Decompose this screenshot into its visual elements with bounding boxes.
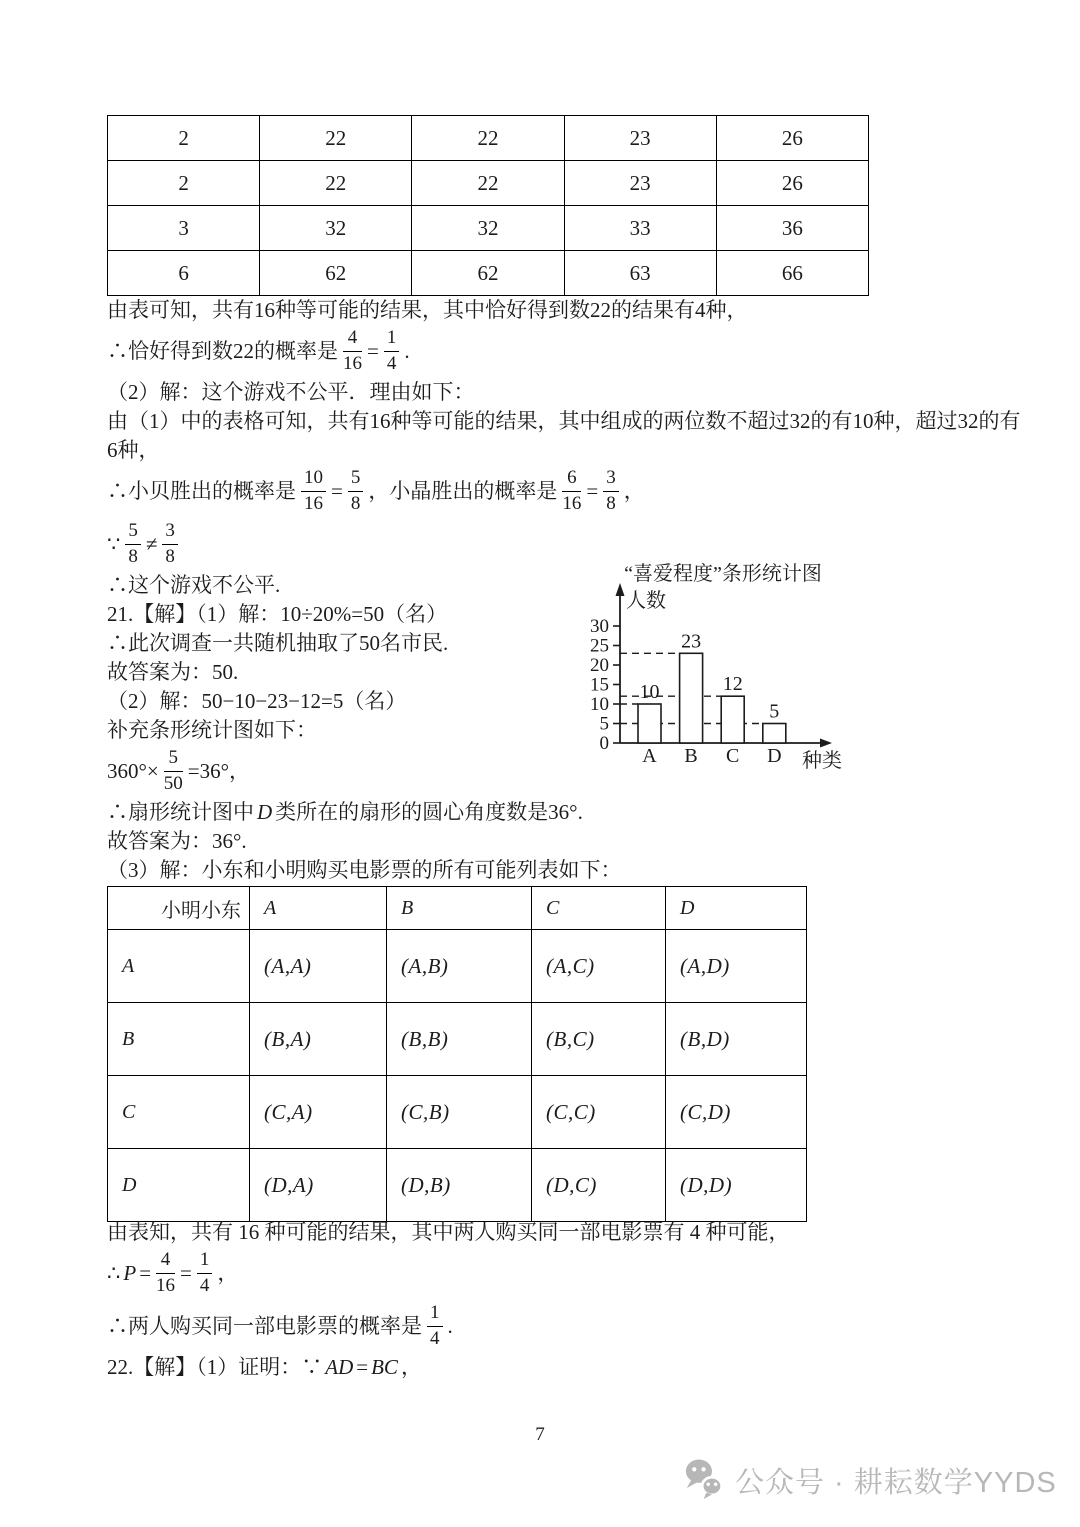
table-cell: (C,D)	[666, 1076, 807, 1149]
table-cell: 23	[564, 161, 716, 206]
solution-line	[107, 1218, 997, 1247]
table-cell: 33	[564, 206, 716, 251]
table-cell: 36	[716, 206, 868, 251]
table-cell: 63	[564, 251, 716, 296]
numerator: 10	[301, 468, 326, 492]
table-row	[108, 161, 869, 206]
denominator: 50	[163, 772, 183, 794]
bar-D	[763, 724, 786, 744]
text-segment: 由表知，共有 16 种可能的结果，其中两人购买同一部电影票有 4 种可能，	[107, 1220, 790, 1244]
table-cell: 62	[412, 251, 564, 296]
bar-chart	[560, 556, 890, 794]
table-cell: 32	[412, 206, 564, 251]
numerator: 5	[164, 748, 183, 772]
table-header-row	[108, 887, 807, 930]
footer-label: 公众号 · 耕耘数学YYDS	[735, 1467, 1057, 1499]
bar-A	[638, 704, 661, 743]
solution-line	[107, 436, 997, 465]
text-segment: ∴	[107, 1261, 121, 1285]
row-header: A	[108, 930, 250, 1003]
fraction	[343, 328, 362, 374]
bar-value-label: 10	[639, 681, 660, 703]
denominator: 8	[606, 492, 616, 514]
table-cell: (B,D)	[666, 1003, 807, 1076]
table-cell: (A,A)	[250, 930, 387, 1003]
fraction	[562, 468, 581, 514]
table-cell: (B,A)	[250, 1003, 387, 1076]
numerator: 3	[162, 521, 178, 545]
fraction	[348, 468, 364, 514]
table-cell: (B,B)	[387, 1003, 532, 1076]
table-cell: (D,B)	[387, 1149, 532, 1222]
y-tick-label: 10	[590, 694, 609, 715]
denominator: 4	[386, 352, 397, 374]
denominator: 8	[165, 545, 175, 567]
table-cell: 26	[716, 161, 868, 206]
table-cell: 2	[108, 116, 260, 161]
y-tick-label: 20	[590, 655, 609, 676]
text-segment: ∴两人购买同一部电影票的概率是	[107, 1314, 422, 1338]
row-header: C	[108, 1076, 250, 1149]
text-segment: ∵	[107, 532, 121, 556]
text-segment: ∴小贝胜出的概率是	[107, 479, 296, 503]
table-row	[108, 116, 869, 161]
table-row	[108, 1149, 807, 1222]
bar-value-label: 5	[769, 700, 780, 723]
numerator: 1	[384, 328, 400, 352]
table-cell: 22	[260, 161, 412, 206]
solution-line	[107, 465, 997, 518]
solution-line	[107, 1247, 997, 1300]
text-segment: .	[447, 1314, 453, 1338]
denominator: 16	[343, 352, 362, 374]
table-cell: 62	[260, 251, 412, 296]
y-tick-label: 5	[599, 713, 609, 735]
text-segment: =	[331, 479, 343, 503]
y-tick-label: 25	[590, 635, 609, 657]
category-label: A	[642, 745, 657, 767]
table-row	[108, 1003, 807, 1076]
row-header: B	[108, 1003, 250, 1076]
category-label: D	[767, 745, 782, 767]
footer-watermark	[684, 1458, 1057, 1503]
table-cell: 22	[260, 116, 412, 161]
bar-C	[721, 696, 744, 743]
text-segment: 22.【解】（1）证明：∵	[107, 1355, 323, 1379]
text-segment: 360°×	[107, 759, 159, 783]
table-cell: (D,D)	[666, 1149, 807, 1222]
text-segment: 补充条形统计图如下：	[107, 718, 317, 742]
table-cell: 6	[108, 251, 260, 296]
fraction	[162, 521, 178, 567]
wechat-icon	[684, 1458, 725, 1503]
text-segment: ≠	[145, 532, 158, 556]
table-cell: (A,B)	[387, 930, 532, 1003]
solution-line	[107, 296, 997, 325]
text-segment: （2）解：这个游戏不公平．理由如下：	[107, 380, 475, 404]
text-segment: ，小晶胜出的概率是	[368, 479, 558, 503]
numerator: 6	[562, 468, 581, 492]
denominator: 4	[199, 1274, 210, 1296]
table-cell: (B,C)	[532, 1003, 666, 1076]
table-cell: (C,B)	[387, 1076, 532, 1149]
fraction	[301, 468, 326, 514]
page-number: 7	[535, 1424, 545, 1445]
fraction	[197, 1250, 213, 1296]
math-segment: BC	[371, 1355, 398, 1379]
column-header: C	[532, 887, 666, 930]
fraction	[125, 521, 141, 567]
table-cell: 22	[412, 116, 564, 161]
text-segment: ，	[623, 479, 645, 503]
text-segment: =36°，	[187, 759, 250, 783]
table-cell: 3	[108, 206, 260, 251]
y-tick-label: 0	[599, 733, 609, 754]
numerator: 3	[603, 468, 619, 492]
text-segment: ∴这个游戏不公平.	[107, 573, 281, 597]
text-segment: ，	[217, 1261, 239, 1285]
text-segment: 6种，	[107, 438, 160, 462]
fraction	[156, 1250, 175, 1296]
text-segment: 故答案为：50.	[107, 660, 239, 684]
table-cell: 32	[260, 206, 412, 251]
solution-line	[107, 325, 997, 378]
text-segment: ∴恰好得到数22的概率是	[107, 339, 338, 363]
column-header: D	[666, 887, 807, 930]
fraction	[603, 468, 619, 514]
denominator: 16	[562, 492, 582, 514]
table-cell: (D,C)	[532, 1149, 666, 1222]
text-segment: 由（1）中的表格可知，共有16种等可能的结果，其中组成的两位数不超过32的有10种，超过32的有	[107, 409, 1021, 433]
table-row	[108, 930, 807, 1003]
text-segment: （2）解：50−10−23−12=5（名）	[107, 689, 407, 713]
fraction	[427, 1303, 443, 1349]
y-tick-label: 15	[590, 674, 609, 696]
text-segment: =	[356, 1355, 369, 1379]
numerator: 5	[125, 521, 141, 545]
solution-line	[107, 1300, 997, 1353]
text-segment: 21.【解】（1）解：10÷20%=50（名）	[107, 602, 448, 626]
corner-header: 小明小东	[108, 887, 250, 930]
numerator: 4	[343, 328, 362, 352]
table-cell: 26	[716, 116, 868, 161]
solution-line	[107, 378, 997, 407]
bar-value-label: 12	[722, 673, 743, 696]
solution-line	[107, 827, 997, 856]
solution-text-block-bottom	[107, 1218, 997, 1382]
denominator: 16	[156, 1274, 176, 1296]
numerator: 4	[156, 1250, 175, 1274]
denominator: 4	[430, 1327, 440, 1349]
text-segment: ，	[400, 1355, 422, 1379]
table-cell: (A,C)	[532, 930, 666, 1003]
text-segment: 故答案为：36°.	[107, 829, 247, 853]
solution-line	[107, 1353, 997, 1382]
fraction	[384, 328, 400, 374]
math-segment: D	[257, 800, 273, 824]
y-tick-label: 30	[590, 616, 609, 637]
text-segment: 类所在的扇形的圆心角度数是36°.	[275, 800, 583, 824]
text-segment: ∴扇形统计图中	[107, 800, 254, 824]
fraction	[164, 748, 183, 794]
x-axis-label: 种类	[802, 750, 842, 772]
denominator: 8	[350, 492, 361, 514]
solution-line	[107, 407, 1021, 436]
math-segment: AD	[325, 1355, 354, 1379]
table-cell: 2	[108, 161, 260, 206]
outcome-table	[107, 886, 807, 1222]
numerator: 1	[427, 1303, 443, 1327]
math-segment: P	[123, 1261, 137, 1285]
table-cell: (D,A)	[250, 1149, 387, 1222]
text-segment: 由表可知，共有16种等可能的结果，其中恰好得到数22的结果有4种，	[107, 298, 748, 322]
text-segment: =	[367, 339, 379, 363]
table-cell: 23	[564, 116, 716, 161]
table-row	[108, 206, 869, 251]
table-cell: (A,D)	[666, 930, 807, 1003]
x-axis-arrow	[820, 739, 832, 748]
column-header: A	[250, 887, 387, 930]
table-row	[108, 251, 869, 296]
table-cell: 66	[716, 251, 868, 296]
solution-line	[107, 798, 997, 827]
row-header: D	[108, 1149, 250, 1222]
text-segment: .	[404, 339, 410, 363]
denominator: 8	[128, 545, 138, 567]
bar-value-label: 23	[681, 630, 702, 653]
table-row	[108, 1076, 807, 1149]
table-cell: 22	[412, 161, 564, 206]
text-segment: （3）解：小东和小明购买电影票的所有可能列表如下：	[107, 858, 622, 882]
text-segment: =	[139, 1261, 152, 1285]
table-cell: (C,A)	[250, 1076, 387, 1149]
text-segment: =	[180, 1261, 192, 1285]
text-segment: =	[586, 479, 599, 503]
chart-title: “喜爱程度”条形统计图	[624, 563, 822, 585]
bar-B	[680, 653, 703, 743]
text-segment: ∴此次调查一共随机抽取了50名市民.	[107, 631, 449, 655]
column-header: B	[387, 887, 532, 930]
table-cell: (C,C)	[532, 1076, 666, 1149]
numerator: 5	[348, 468, 364, 492]
category-label: B	[684, 745, 698, 767]
category-label: C	[726, 745, 740, 767]
denominator: 16	[304, 492, 323, 514]
numerator: 1	[197, 1250, 213, 1274]
number-table	[107, 115, 869, 296]
y-axis-label: 人数	[626, 590, 666, 612]
solution-line	[107, 856, 997, 885]
